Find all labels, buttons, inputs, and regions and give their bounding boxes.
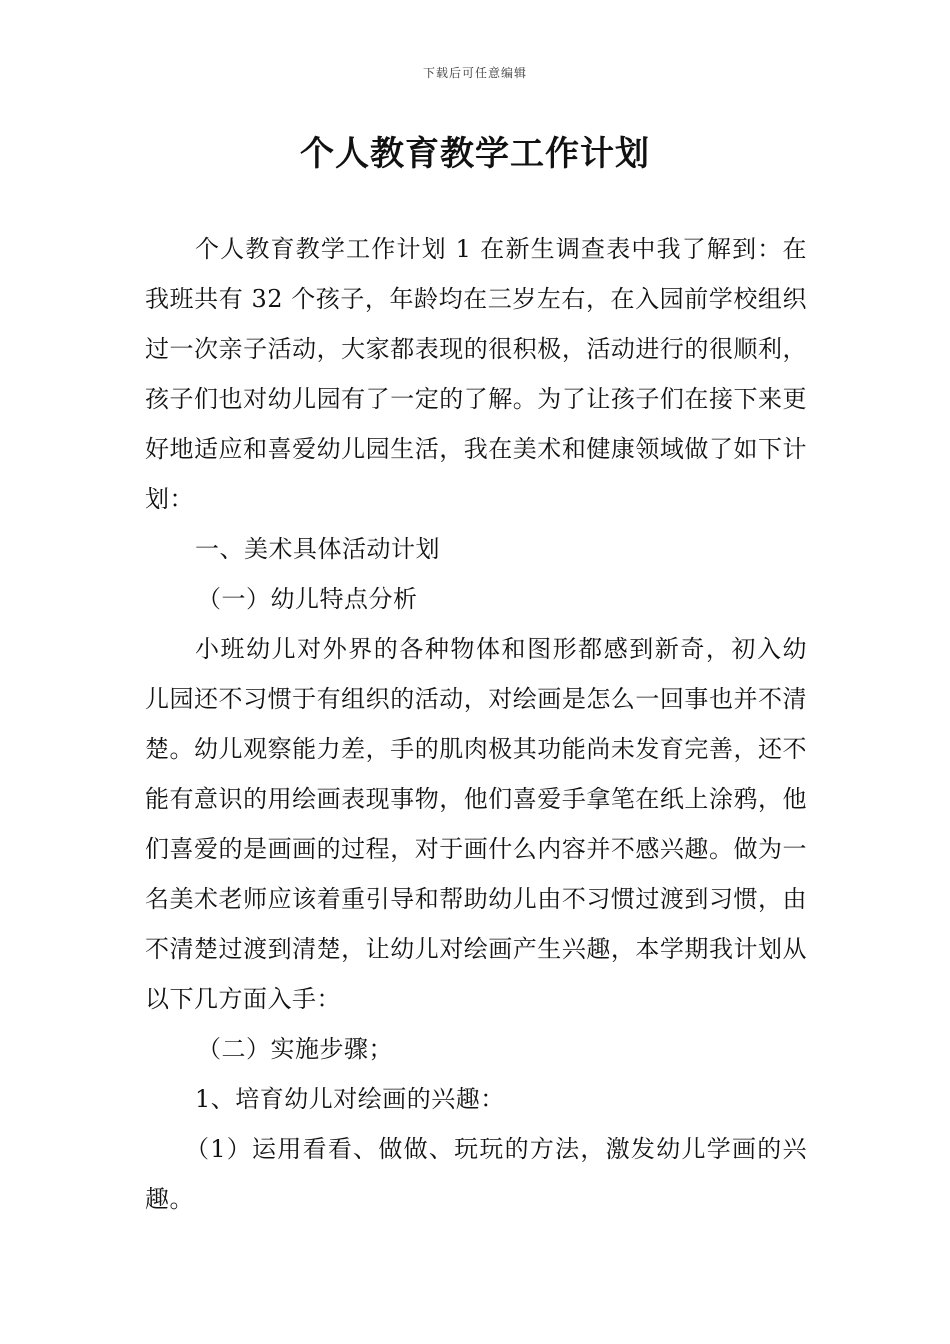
section-heading-art-plan: 一、美术具体活动计划 [195,535,440,563]
paragraph-intro: 个人教育教学工作计划 1 在新生调查表中我了解到：在我班共有 32 个孩子，年龄均在三岁左右，在入园前学校组织过一次亲子活动，大家都表现的很积极，活动进行的很顺利，孩子们也对幼儿园有了一定的了解。为了让孩子们在接下来更好地适应和喜爱幼儿园生活，我在美术和健康领域做了如下计划： [145,235,807,513]
list-item-method: （1）运用看看、做做、玩玩的方法，激发幼儿学画的兴趣。 [145,1135,807,1213]
list-item-interest: 1、培育幼儿对绘画的兴趣： [195,1085,505,1113]
subsection-heading-child-analysis: （一）幼儿特点分析 [197,585,418,613]
header-note: 下载后可任意编辑 [422,66,527,80]
subsection-heading-steps: （二）实施步骤； [197,1035,393,1063]
paragraph-child-analysis: 小班幼儿对外界的各种物体和图形都感到新奇，初入幼儿园还不习惯于有组织的活动，对绘画是怎么一回事也并不清楚。幼儿观察能力差，手的肌肉极其功能尚未发育完善，还不能有意识的用绘画表现事物，他们喜爱手拿笔在纸上涂鸦，他们喜爱的是画画的过程，对于画什么内容并不感兴趣。做为一名美术老师应该着重引导和帮助幼儿由不习惯过渡到习惯，由不清楚过渡到清楚，让幼儿对绘画产生兴趣，本学期我计划从以下几方面入手： [145,635,807,1013]
page-title: 个人教育教学工作计划 [300,134,650,174]
document-body [145,224,807,1224]
